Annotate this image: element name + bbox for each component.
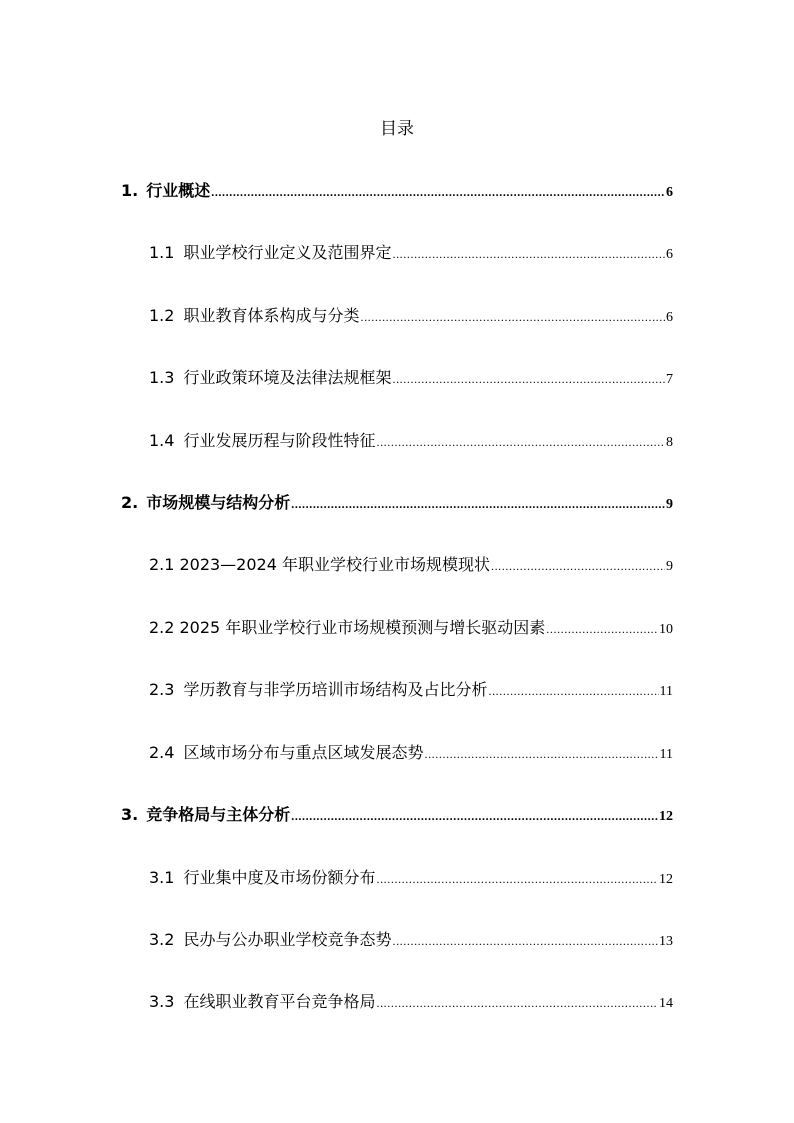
toc-entry-page: 12 [659, 872, 673, 887]
toc-entry-3[interactable] [121, 803, 673, 827]
toc-entry-label: 在线职业教育平台竞争格局 [183, 992, 376, 1011]
toc-entry-page: 12 [659, 809, 673, 824]
page-title: 目录 [380, 119, 414, 139]
toc-entry-label: 市场规模与结构分析 [146, 493, 291, 512]
toc-entry-label: 职业教育体系构成与分类 [183, 306, 360, 325]
toc-dot-leader [392, 367, 665, 391]
toc-entry-label: 行业发展历程与阶段性特征 [183, 431, 376, 450]
toc-dot-leader [291, 804, 658, 828]
toc-dot-leader [211, 180, 665, 204]
toc-entry-number: 2.4 [149, 743, 175, 762]
toc-entry-number: 3.1 [149, 868, 175, 887]
toc-entry-label: 区域市场分布与重点区域发展态势 [183, 743, 424, 762]
toc-dot-leader [392, 929, 658, 953]
toc-dot-leader [291, 492, 665, 516]
toc-dot-leader [376, 867, 658, 891]
toc-dot-leader [392, 242, 665, 266]
toc-entry-1-4[interactable] [149, 429, 673, 453]
toc-entry-label: 民办与公办职业学校竞争态势 [183, 930, 392, 949]
toc-entry-label: 行业集中度及市场份额分布 [183, 868, 376, 887]
toc-entry-page: 6 [666, 247, 673, 262]
toc-entry-page: 9 [666, 559, 673, 574]
toc-dot-leader [376, 430, 665, 454]
toc-entry-number: 2. [121, 493, 139, 512]
toc-entry-number: 3.2 [149, 930, 175, 949]
toc-entry-page: 6 [666, 185, 673, 200]
toc-entry-number: 1. [121, 181, 139, 200]
toc-entry-number: 2.2 [149, 618, 175, 637]
toc-entry-number: 2.3 [149, 680, 175, 699]
toc-entry-label: 职业学校行业定义及范围界定 [183, 243, 392, 262]
toc-entry-3-1[interactable] [149, 866, 673, 890]
toc-entry-3-2[interactable] [149, 928, 673, 952]
toc-entry-3-3[interactable] [149, 990, 673, 1014]
toc-entry-page: 9 [666, 497, 673, 512]
toc-entry-2-4[interactable] [149, 741, 673, 765]
toc-entry-2-1[interactable] [149, 553, 673, 577]
toc-entry-number: 3.3 [149, 992, 175, 1011]
toc-entry-number: 1.3 [149, 368, 175, 387]
toc-entry-page: 13 [659, 934, 673, 949]
toc-dot-leader [376, 991, 658, 1015]
toc-entry-page: 11 [659, 747, 673, 762]
toc-entry-page: 10 [659, 622, 673, 637]
toc-entry-2-3[interactable] [149, 678, 673, 702]
toc-entry-page: 8 [666, 435, 673, 450]
toc-entry-label: 2025 年职业学校行业市场规模预测与增长驱动因素 [179, 618, 546, 637]
toc-entry-number: 1.1 [149, 243, 175, 262]
toc-entry-page: 14 [659, 996, 673, 1011]
toc-dot-leader [360, 305, 665, 329]
toc-entry-1-2[interactable] [149, 304, 673, 328]
toc-entry-number: 1.4 [149, 431, 175, 450]
toc-entry-label: 2023—2024 年职业学校行业市场规模现状 [179, 555, 490, 574]
toc-entry-label: 学历教育与非学历培训市场结构及占比分析 [183, 680, 488, 699]
toc-entry-1[interactable] [121, 179, 673, 203]
toc-entry-label: 行业政策环境及法律法规框架 [183, 368, 392, 387]
toc-dot-leader [488, 679, 658, 703]
toc-entry-number: 1.2 [149, 306, 175, 325]
toc-entry-2[interactable] [121, 491, 673, 515]
toc-entry-page: 6 [666, 310, 673, 325]
toc-entry-1-1[interactable] [149, 241, 673, 265]
toc-entry-number: 3. [121, 805, 139, 824]
toc-entry-label: 行业概述 [146, 181, 211, 200]
toc-entry-1-3[interactable] [149, 366, 673, 390]
toc-entry-page: 11 [659, 684, 673, 699]
toc-dot-leader [546, 617, 658, 641]
toc-entry-label: 竞争格局与主体分析 [146, 805, 291, 824]
toc-entry-2-2[interactable] [149, 616, 673, 640]
toc-dot-leader [491, 554, 665, 578]
toc-entry-number: 2.1 [149, 555, 175, 574]
toc-dot-leader [424, 742, 658, 766]
toc-entry-page: 7 [666, 372, 673, 387]
